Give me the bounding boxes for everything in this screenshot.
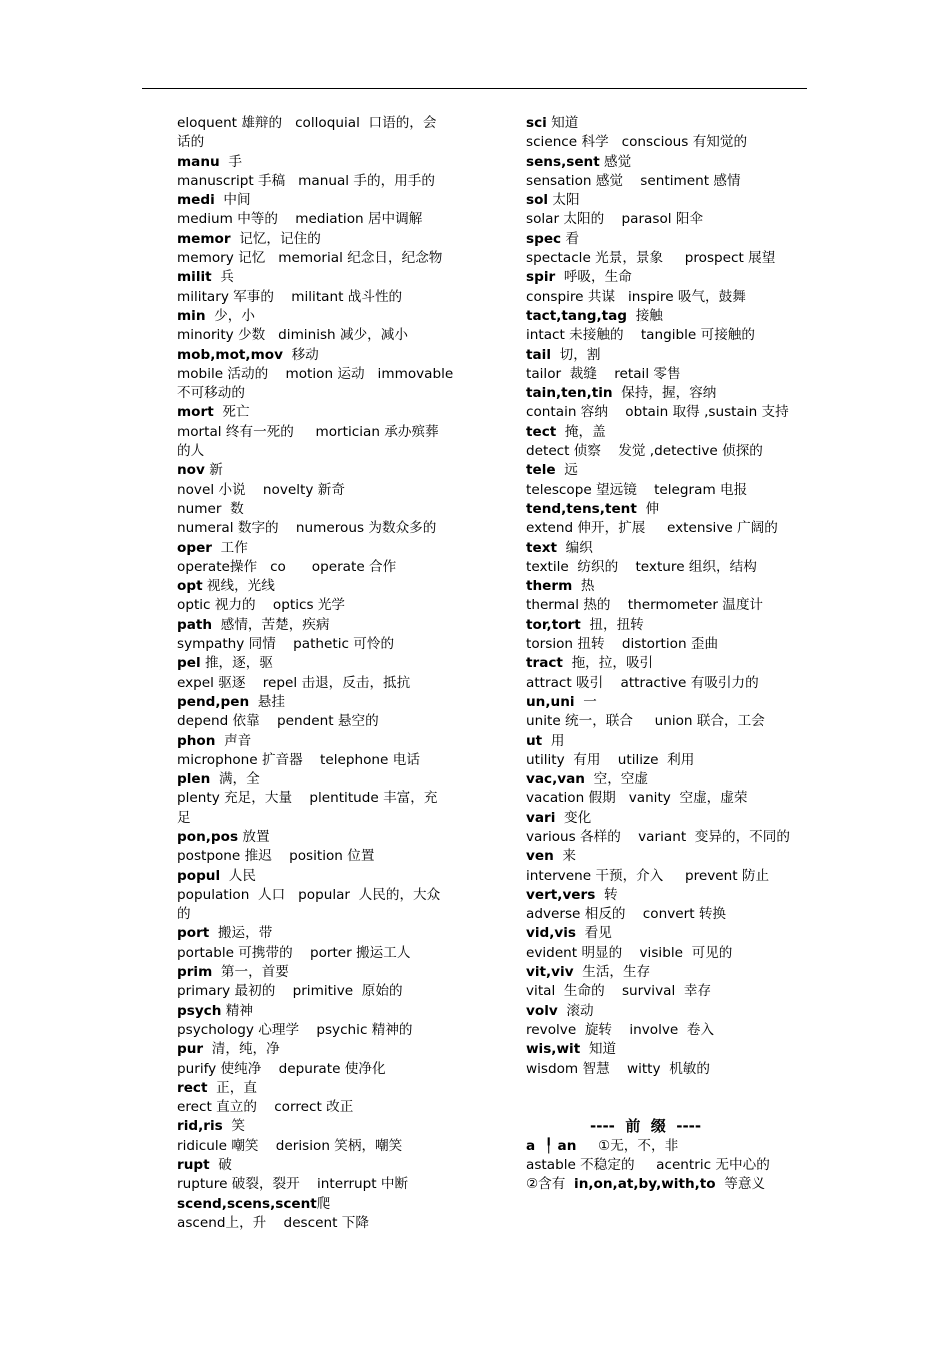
word-entry: optic 视力的 optics 光学 (177, 597, 346, 614)
word-entry: 不可移动的 (177, 385, 245, 402)
root-term: pon,pos (177, 828, 239, 845)
root-term: tain,ten,tin (526, 385, 613, 402)
root-entry (177, 577, 455, 596)
root-term: rid,ris (177, 1118, 223, 1135)
root-entry (526, 461, 811, 480)
root-term: tact,tang,tag (526, 307, 628, 324)
root-term: phon (177, 732, 216, 749)
root-gloss: 推，逐，驱 (200, 655, 273, 672)
root-term: sci (526, 115, 547, 131)
root-term: port (177, 925, 210, 942)
root-entry (526, 577, 811, 596)
word-entry: microphone 扩音器 telephone 电话 (177, 751, 420, 768)
root-entry (526, 924, 811, 943)
root-entry (177, 1002, 455, 1021)
root-term: min (177, 307, 206, 324)
section-heading-prefix: ---- 前 缀 ---- (590, 1117, 702, 1136)
root-term: milit (177, 269, 212, 286)
right-column (526, 114, 811, 1195)
word-entry: erect 直立的 correct 改正 (177, 1099, 354, 1116)
root-entry (177, 403, 455, 422)
root-entry (526, 1040, 811, 1059)
root-term: a ╿ an (526, 1137, 577, 1154)
root-gloss: 声音 (215, 732, 252, 749)
word-entry: ascend上，升 descent 下降 (177, 1214, 369, 1231)
root-gloss: 切，割 (551, 346, 601, 363)
root-gloss: 感情，苦楚，疾病 (212, 616, 330, 633)
root-term: tect (526, 423, 557, 440)
root-gloss: 感觉 (599, 153, 632, 170)
root-entry (177, 616, 455, 635)
root-entry (526, 886, 811, 905)
word-entry: numer 数 (177, 500, 244, 517)
root-gloss: 爬 (316, 1195, 331, 1212)
word-entry: spectacle 光景，景象 prospect 展望 (526, 250, 776, 267)
word-entry: eloquent 雄辩的 colloquial 口语的，会 (177, 115, 437, 131)
root-gloss: 一 (574, 693, 597, 710)
root-entry (526, 346, 811, 365)
root-term: tor,tort (526, 616, 581, 633)
word-entry: extend 伸开，扩展 extensive 广阔的 (526, 520, 778, 537)
root-entry (177, 346, 455, 365)
word-entry: primary 最初的 primitive 原始的 (177, 983, 403, 1000)
root-gloss: 少，小 (205, 307, 255, 324)
word-entry: torsion 扭转 distortion 歪曲 (526, 636, 719, 653)
root-entry (177, 307, 455, 326)
root-gloss: 看见 (576, 925, 612, 942)
root-entry (526, 268, 811, 287)
root-gloss: 伸 (636, 500, 660, 517)
word-entry: wisdom 智慧 witty 机敏的 (526, 1060, 710, 1077)
word-entry: revolve 旋转 involve 卷入 (526, 1021, 715, 1038)
root-gloss: 接触 (627, 307, 663, 324)
root-gloss: 清，纯，净 (203, 1041, 280, 1058)
root-term: sens,sent (526, 153, 600, 170)
word-entry: intervene 干预，介入 prevent 防止 (526, 867, 770, 884)
word-entry: mobile 活动的 motion 运动 immovable (177, 365, 454, 382)
root-entry (526, 191, 811, 210)
root-gloss: 破 (209, 1157, 232, 1174)
root-term: scend,scens,scent (177, 1195, 317, 1212)
root-term: vari (526, 809, 556, 826)
root-term: vit,viv (526, 964, 574, 981)
root-gloss: 编织 (556, 539, 593, 556)
root-gloss: 远 (555, 462, 578, 479)
word-entry: 的人 (177, 443, 205, 460)
root-gloss: ①无，不，非 (576, 1137, 679, 1154)
root-entry (526, 114, 811, 133)
root-gloss: 空，空虚 (584, 771, 648, 788)
root-entry (177, 539, 455, 558)
root-term: mob,mot,mov (177, 346, 283, 363)
word-entry: detect 侦察 发觉 ,detective 侦探的 (526, 443, 763, 460)
word-entry: depend 依靠 pendent 悬空的 (177, 713, 379, 730)
root-entry (526, 230, 811, 249)
root-entry (526, 307, 811, 326)
blank-line (526, 1079, 811, 1098)
word-entry: vacation 假期 vanity 空虚，虚荣 (526, 790, 748, 807)
root-entry (177, 924, 455, 943)
root-prefix-text: ②含有 (526, 1176, 575, 1193)
root-term: memor (177, 230, 231, 247)
word-entry: military 军事的 militant 战斗性的 (177, 288, 403, 305)
word-entry: sympathy 同情 pathetic 可怜的 (177, 636, 395, 653)
word-entry: population 人口 popular 人民的，大众 (177, 886, 441, 903)
root-entry (177, 461, 455, 480)
word-entry: attract 吸引 attractive 有吸引力的 (526, 674, 759, 691)
root-entry (526, 693, 811, 712)
root-term: tract (526, 655, 563, 672)
root-entry (526, 770, 811, 789)
root-term: ut (526, 732, 543, 749)
root-term: volv (526, 1002, 558, 1019)
root-term: sol (526, 192, 549, 209)
root-entry (177, 1195, 455, 1214)
root-term: oper (177, 539, 212, 556)
word-entry: tailor 裁缝 retail 零售 (526, 365, 681, 382)
root-gloss: 生活，生存 (573, 964, 651, 981)
root-term: popul (177, 867, 221, 884)
root-gloss: 满，全 (210, 771, 260, 788)
root-gloss: 看 (561, 230, 580, 247)
root-entry (177, 191, 455, 210)
root-gloss: 等意义 (715, 1176, 766, 1193)
word-entry: minority 少数 diminish 减少，减小 (177, 327, 408, 344)
root-gloss: 死亡 (213, 404, 250, 421)
root-gloss: 拖，拉，吸引 (562, 655, 654, 672)
root-entry (526, 1002, 811, 1021)
root-entry (177, 828, 455, 847)
root-term: spir (526, 269, 556, 286)
root-term: wis,wit (526, 1041, 581, 1058)
word-entry: various 各样的 variant 变异的，不同的 (526, 828, 790, 845)
root-term: tail (526, 346, 551, 363)
root-entry (526, 153, 811, 172)
word-entry: thermal 热的 thermometer 温度计 (526, 597, 764, 614)
root-gloss: 滚动 (557, 1002, 594, 1019)
root-entry (526, 732, 811, 751)
word-entry: novel 小说 novelty 新奇 (177, 481, 345, 498)
word-entry: 话的 (177, 134, 205, 151)
word-entry: rupture 破裂，裂开 interrupt 中断 (177, 1176, 409, 1193)
root-term: text (526, 539, 557, 556)
word-entry: manuscript 手稿 manual 手的，用手的 (177, 172, 435, 189)
root-gloss: 兵 (211, 269, 234, 286)
root-term: ven (526, 848, 554, 865)
word-entry: contain 容纳 obtain 取得 ,sustain 支持 (526, 404, 789, 421)
word-entry: intact 未接触的 tangible 可接触的 (526, 327, 755, 344)
word-entry: science 科学 conscious 有知觉的 (526, 134, 748, 151)
root-gloss: 移动 (282, 346, 319, 363)
root-gloss: 记忆，记住的 (230, 230, 321, 247)
word-entry: operate操作 co operate 合作 (177, 558, 397, 575)
root-gloss: 手 (219, 153, 242, 170)
root-term: rupt (177, 1157, 210, 1174)
root-term: vac,van (526, 771, 585, 788)
root-term: pur (177, 1041, 204, 1058)
root-entry (526, 847, 811, 866)
root-entry (177, 230, 455, 249)
word-entry: mortal 终有一死的 mortician 承办殡葬 (177, 423, 439, 440)
word-entry: numeral 数字的 numerous 为数众多的 (177, 520, 437, 537)
root-term: therm (526, 578, 573, 595)
root-entry (526, 616, 811, 635)
root-term: in,on,at,by,with,to (574, 1176, 716, 1193)
root-entry (177, 1117, 455, 1136)
root-term: plen (177, 771, 211, 788)
root-term: opt (177, 578, 203, 595)
root-gloss: 知道 (580, 1041, 617, 1058)
root-gloss: 工作 (212, 539, 248, 556)
root-term: spec (526, 230, 562, 247)
root-entry (526, 963, 811, 982)
root-term: pel (177, 655, 201, 672)
root-entry (177, 693, 455, 712)
word-entry: astable 不稳定的 acentric 无中心的 (526, 1157, 770, 1174)
root-gloss: 精神 (221, 1002, 253, 1019)
root-gloss: 掩，盖 (556, 423, 606, 440)
root-gloss: 悬挂 (249, 693, 285, 710)
root-entry (177, 963, 455, 982)
root-gloss: 扭，扭转 (580, 616, 644, 633)
word-entry: sensation 感觉 sentiment 感情 (526, 172, 741, 189)
root-gloss: 太阳 (548, 192, 580, 209)
root-entry (177, 1079, 455, 1098)
root-gloss: 人民 (220, 867, 256, 884)
root-entry (526, 1137, 811, 1156)
word-entry: solar 太阳的 parasol 阳伞 (526, 211, 704, 228)
word-entry: expel 驱逐 repel 击退，反击，抵抗 (177, 674, 411, 691)
root-term: prim (177, 964, 213, 981)
root-gloss: 第一，首要 (212, 964, 289, 981)
word-entry: telescope 望远镜 telegram 电报 (526, 481, 748, 498)
word-entry: utility 有用 utilize 利用 (526, 751, 695, 768)
root-term: path (177, 616, 213, 633)
root-term: medi (177, 192, 215, 209)
root-gloss: 保持，握，容纳 (612, 385, 717, 402)
word-entry: postpone 推迟 position 位置 (177, 848, 375, 865)
root-gloss: 视线，光线 (202, 578, 275, 595)
root-term: psych (177, 1002, 222, 1019)
word-entry: 的 (177, 906, 191, 923)
root-entry (526, 384, 811, 403)
root-gloss: 用 (542, 732, 565, 749)
word-entry: conspire 共谋 inspire 吸气，鼓舞 (526, 288, 746, 305)
root-entry (526, 500, 811, 519)
word-entry: portable 可携带的 porter 搬运工人 (177, 944, 411, 961)
root-entry (526, 654, 811, 673)
root-term: manu (177, 153, 220, 170)
root-gloss: 呼吸，生命 (555, 269, 632, 286)
root-term: rect (177, 1079, 208, 1096)
root-entry (526, 809, 811, 828)
root-entry (177, 153, 455, 172)
root-term: vert,vers (526, 886, 596, 903)
left-column (177, 114, 455, 1233)
root-gloss: 中间 (214, 192, 251, 209)
root-term: mort (177, 404, 214, 421)
root-entry (526, 539, 811, 558)
root-gloss: 笑 (222, 1118, 245, 1135)
root-entry (526, 423, 811, 442)
root-gloss: 来 (553, 848, 577, 865)
root-entry (177, 654, 455, 673)
root-entry (177, 732, 455, 751)
root-term: pend,pen (177, 693, 250, 710)
root-entry (177, 867, 455, 886)
root-gloss: 搬运，带 (209, 925, 273, 942)
root-gloss: 转 (595, 886, 618, 903)
root-entry (526, 1175, 811, 1194)
word-entry: plenty 充足，大量 plentitude 丰富，充 (177, 790, 438, 807)
word-entry: 足 (177, 809, 191, 826)
word-entry: medium 中等的 mediation 居中调解 (177, 211, 423, 228)
blank-line (526, 1098, 811, 1117)
root-entry (177, 1040, 455, 1059)
word-entry: adverse 相反的 convert 转换 (526, 906, 727, 923)
word-entry: textile 纺织的 texture 组织，结构 (526, 558, 757, 575)
root-gloss: 正，直 (207, 1079, 257, 1096)
word-entry: memory 记忆 memorial 纪念日，纪念物 (177, 250, 443, 267)
root-entry (177, 1156, 455, 1175)
root-gloss: 热 (572, 578, 595, 595)
word-entry: ridicule 嘲笑 derision 笑柄，嘲笑 (177, 1137, 403, 1154)
word-entry: purify 使纯净 depurate 使净化 (177, 1060, 386, 1077)
header-rule (142, 88, 807, 89)
root-term: tele (526, 462, 556, 479)
root-term: nov (177, 462, 205, 479)
root-gloss: 放置 (238, 828, 270, 845)
root-entry (177, 268, 455, 287)
root-entry (177, 770, 455, 789)
word-entry: psychology 心理学 psychic 精神的 (177, 1021, 413, 1038)
root-gloss: 新 (204, 462, 223, 479)
root-term: un,uni (526, 693, 575, 710)
word-entry: unite 统一，联合 union 联合，工会 (526, 713, 765, 730)
root-term: tend,tens,tent (526, 500, 637, 517)
root-gloss: 知道 (546, 115, 579, 131)
root-gloss: 变化 (555, 809, 592, 826)
root-term: vid,vis (526, 925, 577, 942)
word-entry: vital 生命的 survival 幸存 (526, 983, 712, 1000)
word-entry: evident 明显的 visible 可见的 (526, 944, 733, 961)
